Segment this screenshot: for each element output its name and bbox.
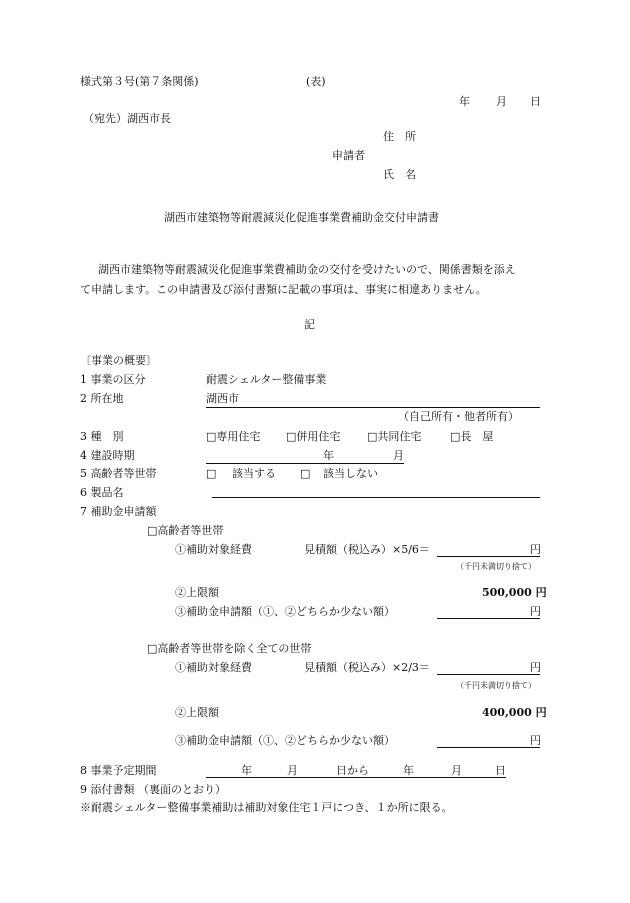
period-start-day: 日から xyxy=(336,764,369,777)
location-underline xyxy=(206,407,540,408)
elderly-cost-label: ①補助対象経費 xyxy=(175,543,252,556)
date-month-label: 月 xyxy=(496,95,507,108)
other-estimate-label: 見積額（税込み）×2/3＝ xyxy=(304,661,430,674)
type-option-dedicated[interactable]: □専用住宅 xyxy=(206,430,261,443)
elderly-no-checkbox[interactable]: □ xyxy=(300,467,311,480)
item-3-label: 3 種 別 xyxy=(80,430,124,443)
other-limit-label: ②上限額 xyxy=(175,706,219,719)
period-end-month: 月 xyxy=(451,764,462,777)
elderly-apply-underline[interactable] xyxy=(437,618,540,619)
product-name-underline[interactable] xyxy=(212,497,540,498)
date-year-label: 年 xyxy=(459,95,470,108)
item-9-attachments: 9 添付書類 （裏面のとおり） xyxy=(80,783,226,796)
type-option-mixed[interactable]: □併用住宅 xyxy=(286,430,341,443)
other-household-heading[interactable]: □高齢者等世帯を除く全ての世帯 xyxy=(147,642,312,655)
period-start-year: 年 xyxy=(241,764,252,777)
body-line-1: 湖西市建築物等耐震減災化促進事業費補助金の交付を受けたいので、関係書類を添え xyxy=(98,263,516,276)
address-label: 住 所 xyxy=(383,130,416,143)
elderly-limit-value: 500,000 円 xyxy=(482,586,547,599)
footnote: ※耐震シェルター整備事業補助は補助対象住宅１戸につき、１か所に限る。 xyxy=(80,801,453,814)
body-line-2: て申請します。この申請書及び添付書類に記載の事項は、事実に相違ありません。 xyxy=(80,283,487,296)
elderly-household-heading[interactable]: □高齢者等世帯 xyxy=(147,524,224,537)
other-apply-underline[interactable] xyxy=(437,747,540,748)
other-round-note: （千円未満切り捨て） xyxy=(456,681,536,690)
other-apply-yen: 円 xyxy=(530,734,541,747)
elderly-limit-label: ②上限額 xyxy=(175,586,219,599)
item-2-value[interactable]: 湖西市 xyxy=(206,392,239,405)
type-option-row-house[interactable]: □長 屋 xyxy=(450,430,494,443)
build-year-label: 年 xyxy=(323,449,334,462)
elderly-apply-label: ③補助金申請額（①、②どちらか少ない額） xyxy=(175,605,395,618)
type-option-shared[interactable]: □共同住宅 xyxy=(367,430,422,443)
other-cost-yen: 円 xyxy=(530,661,541,674)
item-2-label: 2 所在地 xyxy=(80,392,124,405)
ownership-note: （自己所有・他者所有） xyxy=(398,410,519,423)
other-cost-label: ①補助対象経費 xyxy=(175,661,252,674)
addressee: （宛先）湖西市長 xyxy=(83,112,171,125)
elderly-yes-label: 該当する xyxy=(232,467,276,480)
other-limit-value: 400,000 円 xyxy=(482,706,547,719)
build-month-label: 月 xyxy=(393,449,404,462)
ki-heading: 記 xyxy=(304,318,315,331)
item-5-label: 5 高齢者等世帯 xyxy=(80,467,157,480)
form-number: 様式第３号(第７条関係) xyxy=(80,75,199,88)
build-date-underline xyxy=(206,463,404,464)
elderly-round-note: （千円未満切り捨て） xyxy=(456,562,536,571)
elderly-apply-yen: 円 xyxy=(530,605,541,618)
form-side-label: (表) xyxy=(306,75,326,88)
item-1-value: 耐震シェルター整備事業 xyxy=(206,373,327,386)
elderly-estimate-label: 見積額（税込み）×5/6＝ xyxy=(304,543,430,556)
applicant-label: 申請者 xyxy=(332,149,365,162)
item-1-label: 1 事業の区分 xyxy=(80,373,146,386)
period-end-day: 日 xyxy=(495,764,506,777)
elderly-yes-checkbox[interactable]: □ xyxy=(206,467,217,480)
name-label: 氏 名 xyxy=(383,168,416,181)
other-cost-underline[interactable] xyxy=(437,674,540,675)
elderly-no-label: 該当しない xyxy=(323,467,378,480)
item-8-label: 8 事業予定期間 xyxy=(80,764,157,777)
date-day-label: 日 xyxy=(530,95,541,108)
overview-heading: 〔事業の概要〕 xyxy=(80,354,157,367)
item-4-label: 4 建設時期 xyxy=(80,449,135,462)
document-title: 湖西市建築物等耐震減災化促進事業費補助金交付申請書 xyxy=(164,211,439,224)
elderly-cost-yen: 円 xyxy=(530,543,541,556)
item-6-label: 6 製品名 xyxy=(80,486,124,499)
other-apply-label: ③補助金申請額（①、②どちらか少ない額） xyxy=(175,734,395,747)
period-start-month: 月 xyxy=(287,764,298,777)
period-end-year: 年 xyxy=(403,764,414,777)
elderly-cost-underline[interactable] xyxy=(437,556,540,557)
item-7-label: 7 補助金申請額 xyxy=(80,505,157,518)
